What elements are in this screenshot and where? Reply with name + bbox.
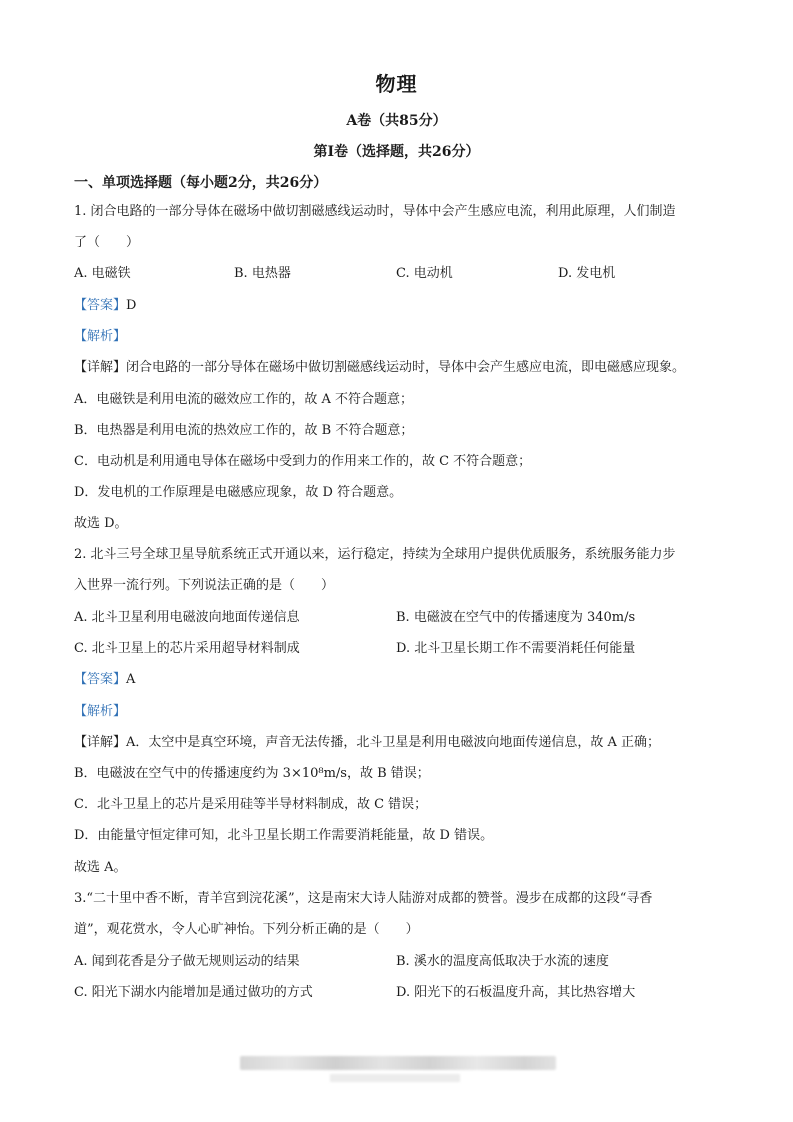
q1-explanation-c: C．电动机是利用通电导体在磁场中受到力的作用来工作的，故 C 不符合题意； <box>74 454 532 469</box>
q1-option-a: A. 电磁铁 <box>74 266 131 281</box>
q1-answer-tag: 【答案】 <box>74 298 127 313</box>
q2-stem-line1: 2. 北斗三号全球卫星导航系统正式开通以来，运行稳定，持续为全球用户提供优质服务，系统服务能力步 <box>74 547 676 562</box>
q1-analysis-tag: 【解析】 <box>74 329 127 344</box>
q3-option-a: A. 闻到花香是分子做无规则运动的结果 <box>74 954 300 969</box>
q2-stem-line2: 入世界一流行列。下列说法正确的是（ ） <box>74 578 335 593</box>
q2-analysis <box>74 703 126 721</box>
q1-explanation-d: D．发电机的工作原理是电磁感应现象，故 D 符合题意。 <box>74 485 403 500</box>
q2-conclusion: 故选 A。 <box>74 860 127 875</box>
q3-option-b: B. 溪水的温度高低取决于水流的速度 <box>396 954 609 969</box>
q2-explanation-c: C．北斗卫星上的芯片是采用硅等半导材料制成，故 C 错误； <box>74 797 428 812</box>
q1-analysis <box>74 328 126 346</box>
q3-option-c: C. 阳光下湖水内能增加是通过做功的方式 <box>74 985 313 1000</box>
q1-option-c: C. 电动机 <box>396 266 453 281</box>
q1-detail <box>74 359 685 377</box>
part-heading: 第Ⅰ卷（选择题，共26分） <box>313 144 480 160</box>
section-heading: 一、单项选择题（每小题2分，共26分） <box>74 175 328 191</box>
volume-heading: A卷（共85分） <box>346 113 447 129</box>
q3-stem-line2: 道”，观花赏水，令人心旷神怡。下列分析正确的是（ ） <box>74 922 419 937</box>
q2-answer <box>74 671 135 689</box>
q2-detail-text: A．太空中是真空环境，声音无法传播，北斗卫星是利用电磁波向地面传递信息，故 A 正确； <box>126 735 661 750</box>
q2-explanation-d: D．由能量守恒定律可知，北斗卫星长期工作需要消耗能量，故 D 错误。 <box>74 828 494 843</box>
q1-explanation-a: A．电磁铁是利用电流的磁效应工作的，故 A 不符合题意； <box>74 392 414 407</box>
blurred-watermark <box>240 1056 556 1070</box>
q1-detail-text: 闭合电路的一部分导体在磁场中做切割磁感线运动时，导体中会产生感应电流，即电磁感应现象。 <box>126 360 686 375</box>
q2-option-b: B. 电磁波在空气中的传播速度为 340m/s <box>396 610 636 625</box>
q2-analysis-tag: 【解析】 <box>74 704 127 719</box>
q2-option-a: A. 北斗卫星利用电磁波向地面传递信息 <box>74 610 300 625</box>
q1-detail-tag: 【详解】 <box>74 360 127 375</box>
q1-explanation-b: B．电热器是利用电流的热效应工作的，故 B 不符合题意； <box>74 423 414 438</box>
q1-stem-line2: 了（ ） <box>74 235 140 250</box>
q3-option-d: D. 阳光下的石板温度升高，其比热容增大 <box>396 985 636 1000</box>
q2-option-d: D. 北斗卫星长期工作不需要消耗任何能量 <box>396 641 636 656</box>
q3-stem-line1: 3.“二十里中香不断，青羊宫到浣花溪”，这是南宋大诗人陆游对成都的赞誉。漫步在成都的这段“寻香 <box>74 891 653 906</box>
q2-detail <box>74 734 660 752</box>
blurred-watermark-sub <box>330 1074 460 1082</box>
q1-option-d: D. 发电机 <box>558 266 616 281</box>
q2-answer-tag: 【答案】 <box>74 672 127 687</box>
page-title: 物理 <box>375 72 418 96</box>
q1-conclusion: 故选 D。 <box>74 516 128 531</box>
q2-detail-tag: 【详解】 <box>74 735 127 750</box>
q2-option-c: C. 北斗卫星上的芯片采用超导材料制成 <box>74 641 300 656</box>
q2-answer-value: A <box>126 672 136 687</box>
q2-explanation-b: B．电磁波在空气中的传播速度约为 3×10⁸m/s，故 B 错误； <box>74 766 430 781</box>
q1-stem-line1: 1. 闭合电路的一部分导体在磁场中做切割磁感线运动时，导体中会产生感应电流，利用此原理，人们制造 <box>74 204 676 219</box>
q1-answer <box>74 297 136 315</box>
q1-answer-value: D <box>126 298 137 313</box>
q1-option-b: B. 电热器 <box>234 266 291 281</box>
